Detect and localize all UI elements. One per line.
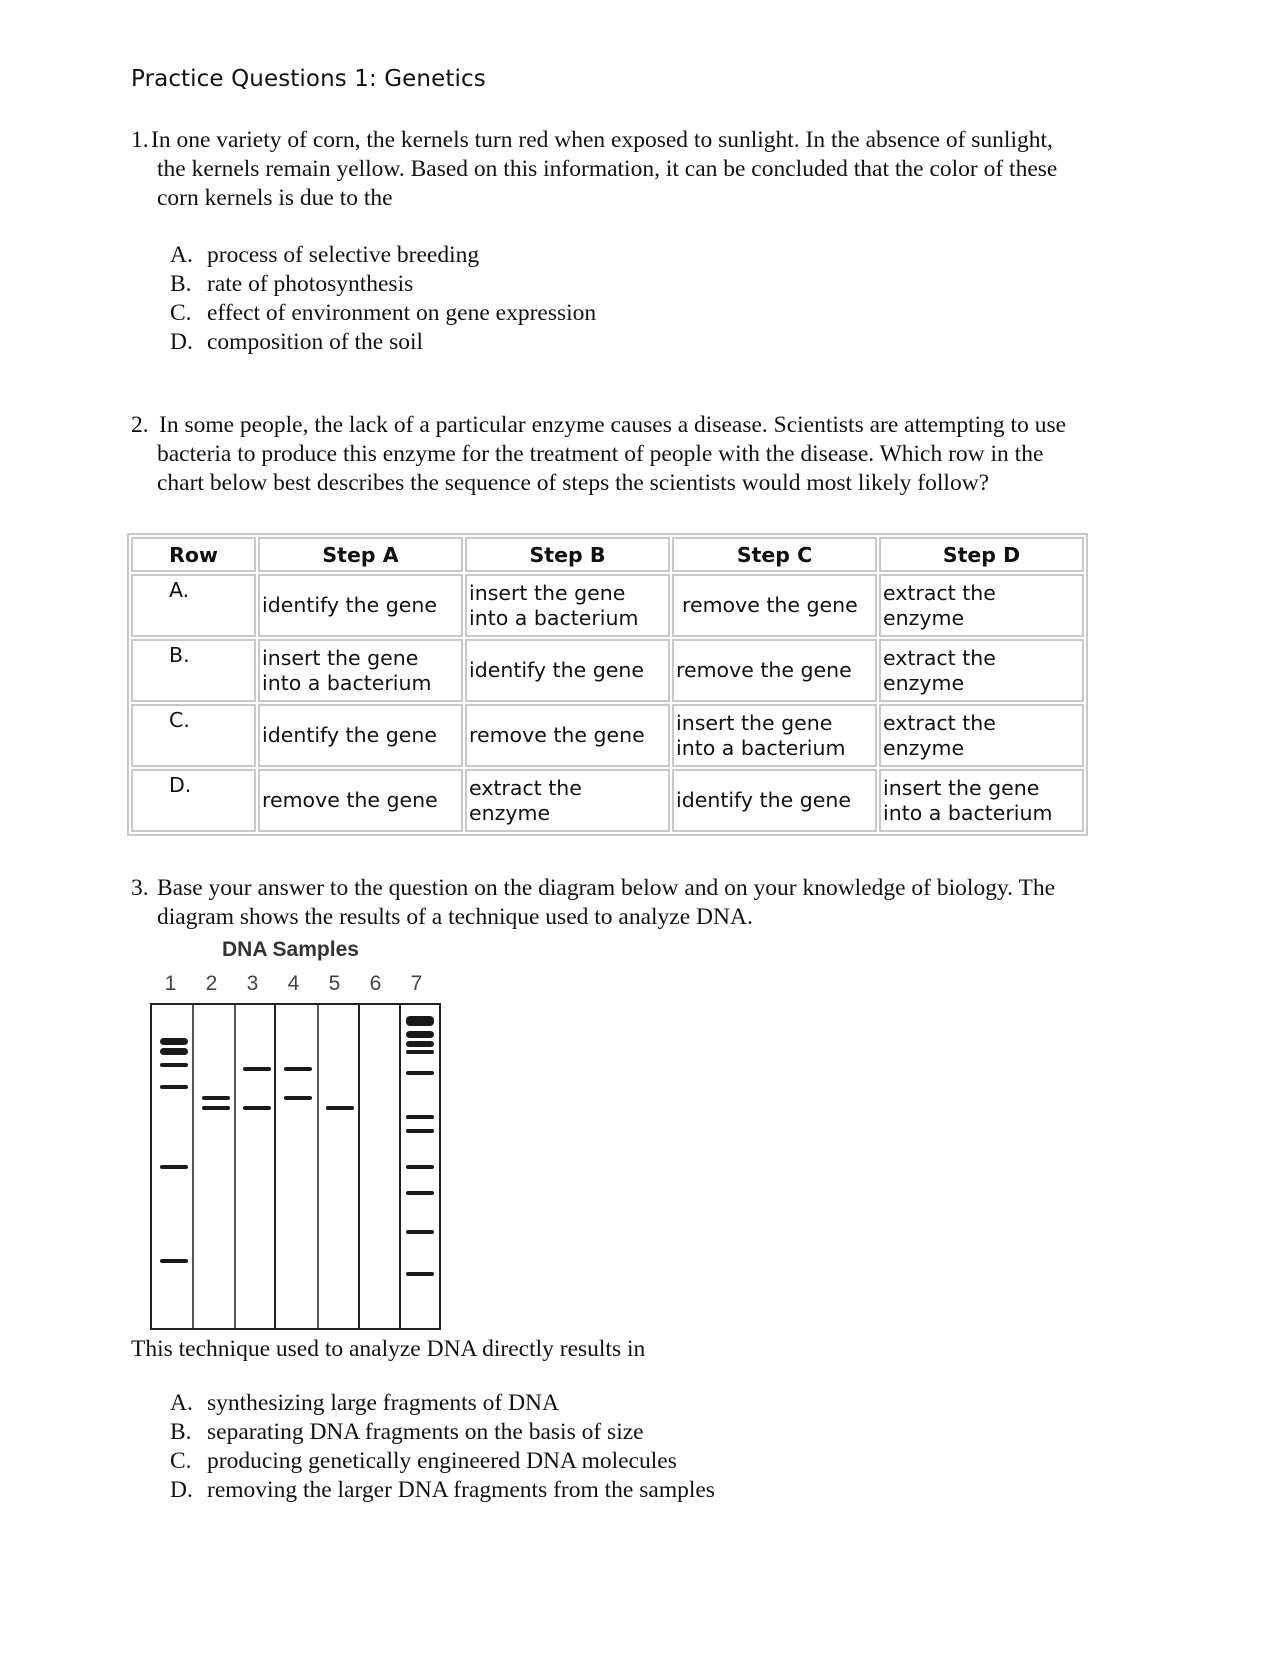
option-letter: D. xyxy=(170,1477,193,1503)
option-letter: C. xyxy=(170,300,192,326)
table-cell: extract the enzyme xyxy=(879,704,1084,767)
row-label: D. xyxy=(131,769,256,832)
steps-table xyxy=(127,533,1088,836)
table-cell: extract the enzyme xyxy=(465,769,670,832)
question-line: corn kernels is due to the xyxy=(157,185,393,211)
lane-number: 2 xyxy=(205,972,218,995)
option-letter: D. xyxy=(170,329,193,355)
option-text: process of selective breeding xyxy=(207,242,480,268)
table-cell: remove the gene xyxy=(465,704,670,767)
lane-number: 6 xyxy=(369,972,382,995)
question-number: 1. xyxy=(131,127,149,153)
lane-numbers xyxy=(150,972,437,996)
table-cell: extract the enzyme xyxy=(879,574,1084,637)
table-cell: identify the gene xyxy=(258,574,463,637)
question-3 xyxy=(131,874,1131,932)
table-cell: insert the gene into a bacterium xyxy=(879,769,1084,832)
table-cell: identify the gene xyxy=(465,639,670,702)
header-step-c: Step C xyxy=(672,537,877,572)
question-line: Base your answer to the question on the diagram below and on your knowledge of biology. The xyxy=(157,875,1056,901)
table-cell: identify the gene xyxy=(258,704,463,767)
table-row xyxy=(131,769,1084,832)
diagram-title: DNA Samples xyxy=(222,938,359,961)
option-d[interactable] xyxy=(170,328,596,357)
table-cell: remove the gene xyxy=(258,769,463,832)
option-text: producing genetically engineered DNA molecules xyxy=(207,1448,677,1474)
option-letter: B. xyxy=(170,271,192,297)
header-step-d: Step D xyxy=(879,537,1084,572)
table-row xyxy=(131,704,1084,767)
row-label: C. xyxy=(131,704,256,767)
option-b[interactable] xyxy=(170,1418,715,1447)
lane-number: 3 xyxy=(246,972,259,995)
question-line: chart below best describes the sequence of steps the scientists would most likely follow? xyxy=(157,470,990,496)
row-label: A. xyxy=(131,574,256,637)
question-line: the kernels remain yellow. Based on this information, it can be concluded that the color of these xyxy=(157,156,1058,182)
question-line: In some people, the lack of a particular enzyme causes a disease. Scientists are attempting to use xyxy=(159,412,1067,438)
option-letter: C. xyxy=(170,1448,192,1474)
question-line: In one variety of corn, the kernels turn red when exposed to sunlight. In the absence of sunlight, xyxy=(151,127,1053,153)
option-d[interactable] xyxy=(170,1476,715,1505)
option-letter: B. xyxy=(170,1419,192,1445)
question-number: 3. xyxy=(131,875,149,901)
option-letter: A. xyxy=(170,242,193,268)
gel-bands-graphic xyxy=(152,1005,439,1328)
option-c[interactable] xyxy=(170,299,596,328)
option-text: removing the larger DNA fragments from the samples xyxy=(207,1477,715,1503)
table-cell: identify the gene xyxy=(672,769,877,832)
option-c[interactable] xyxy=(170,1447,715,1476)
lane-number: 1 xyxy=(164,972,177,995)
gel-electrophoresis-diagram xyxy=(150,1003,441,1330)
table-row xyxy=(131,574,1084,637)
table-header-row xyxy=(131,537,1084,572)
question-3-prompt: This technique used to analyze DNA directly results in xyxy=(131,1336,646,1362)
table-cell: insert the gene into a bacterium xyxy=(672,704,877,767)
question-3-options xyxy=(170,1389,715,1505)
option-a[interactable] xyxy=(170,1389,715,1418)
lane-number: 4 xyxy=(287,972,300,995)
row-label: B. xyxy=(131,639,256,702)
lane-number: 5 xyxy=(328,972,341,995)
question-2 xyxy=(131,411,1131,498)
option-text: rate of photosynthesis xyxy=(207,271,414,297)
table-row xyxy=(131,639,1084,702)
table-cell: extract the enzyme xyxy=(879,639,1084,702)
header-row: Row xyxy=(131,537,256,572)
option-b[interactable] xyxy=(170,270,596,299)
table-cell: insert the gene into a bacterium xyxy=(258,639,463,702)
option-text: synthesizing large fragments of DNA xyxy=(207,1390,559,1416)
option-text: separating DNA fragments on the basis of size xyxy=(207,1419,644,1445)
question-line: diagram shows the results of a technique used to analyze DNA. xyxy=(157,904,753,930)
option-text: effect of environment on gene expression xyxy=(207,300,597,326)
lane-number: 7 xyxy=(410,972,423,995)
table-cell: remove the gene xyxy=(672,639,877,702)
question-line: bacteria to produce this enzyme for the treatment of people with the disease. Which row in the xyxy=(157,441,1044,467)
option-letter: A. xyxy=(170,1390,193,1416)
option-text: composition of the soil xyxy=(207,329,424,355)
option-a[interactable] xyxy=(170,241,596,270)
header-step-b: Step B xyxy=(465,537,670,572)
question-1 xyxy=(131,126,1131,213)
page-title: Practice Questions 1: Genetics xyxy=(131,66,486,92)
question-1-options xyxy=(170,241,596,357)
question-number: 2. xyxy=(131,412,149,438)
table-cell: insert the gene into a bacterium xyxy=(465,574,670,637)
table-cell: remove the gene xyxy=(672,574,877,637)
header-step-a: Step A xyxy=(258,537,463,572)
